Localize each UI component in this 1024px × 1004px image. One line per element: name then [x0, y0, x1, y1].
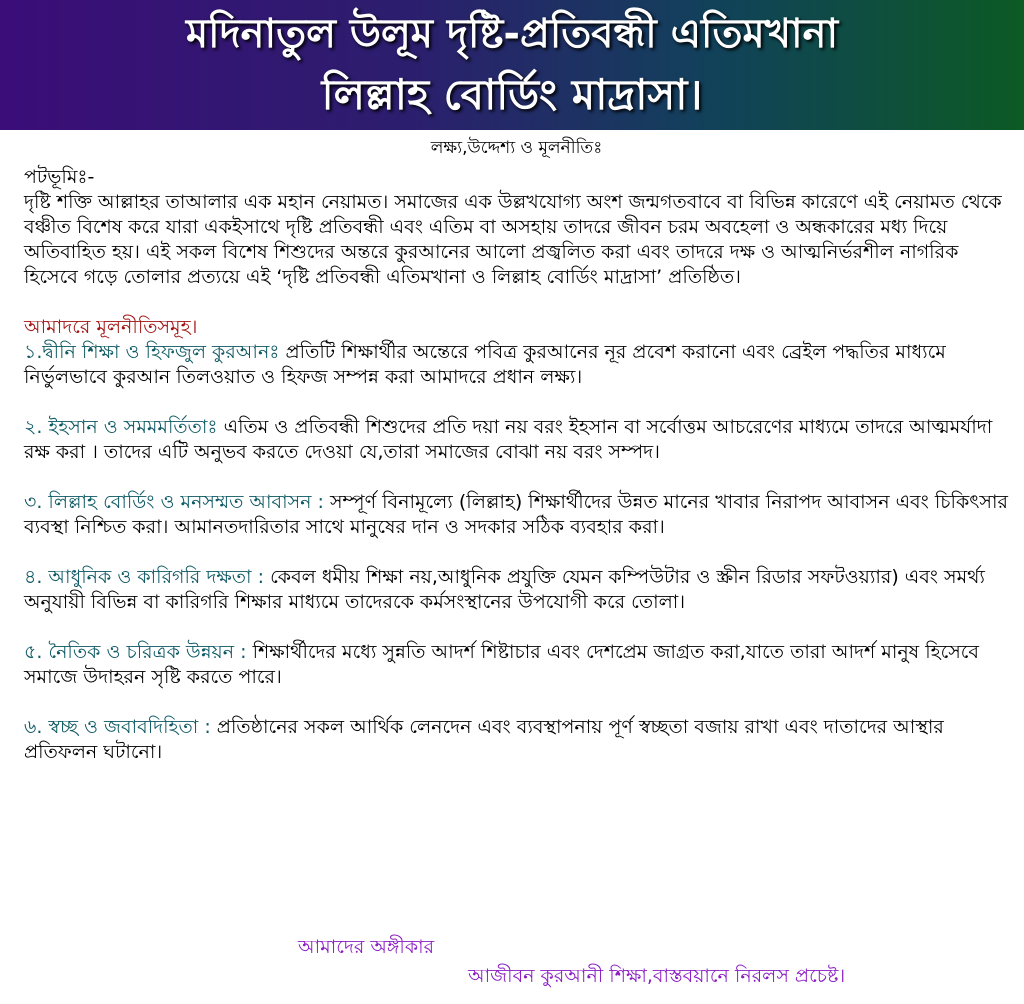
- header-title-line1: মদিনাতুল উলূম দৃষ্টি-প্রতিবন্ধী এতিমখানা: [185, 11, 839, 57]
- header-title-line2: লিল্লাহ বোর্ডিং মাদ্রাসা।: [321, 70, 703, 119]
- principle-title: ২. ইহসান ও সমমমর্তিতাঃ: [24, 416, 218, 438]
- principle-text: প্রতিটি শিক্ষার্থীর অন্তেরে পবিত্র কুরআনের নূর প্রবেশ করানো এবং ব্রেইল পদ্ধতির মাধ্যমে নির্ভুলভাবে কুরআন তিলওয়াত ও হিফজ সম্পন্ন করা আমাদরে প্রধান লক্ষ্য।: [24, 341, 946, 388]
- principle-title: ৫. নৈতিক ও চরিত্রক উন্নয়ন :: [24, 641, 247, 663]
- section-heading: লক্ষ্য,উদ্দেশ্য ও মূলনীতিঃ: [430, 138, 603, 158]
- principle-title: ৪. আধুনিক ও কারিগরি দক্ষতা :: [24, 566, 265, 588]
- principle-item: [24, 715, 1009, 765]
- background-label: পটভূমিঃ-: [24, 166, 95, 188]
- principle-text: প্রতিষ্ঠানের সকল আর্থিক লেনদেন এবং ব্যবস্থাপনায় পূর্ণ স্বচ্ছতা বজায় রাখা এবং দাতাদের আস্থার প্রতিফলন ঘটানো।: [24, 716, 944, 763]
- principle-item: [24, 490, 1009, 540]
- principle-text: কেবল ধমীয় শিক্ষা নয়,আধুনিক প্রযুক্তি যেমন কম্পিউটার ও স্ক্রীন রিডার সফটওয়্যার) এবং সমর্থ্য অনুযায়ী বিভিন্ন বা কারিগরি শিক্ষার মাধ্যমে তাদেরকে কর্মসংস্থানের উপযোগী করে তোলা।: [24, 566, 985, 613]
- principle-title: ৩. লিল্লাহ বোর্ডিং ও মনসম্মত আবাসন :: [24, 491, 324, 513]
- principle-item: [24, 565, 1009, 615]
- principle-text: শিক্ষার্থীদের মধ্যে সুন্নতি আদর্শ শিষ্টাচার এবং দেশপ্রেম জাগ্রত করা,যাতে তারা আদর্শ মানুষ হিসেবে সমাজে উদাহরন সৃষ্টি করতে পারে।: [24, 641, 980, 688]
- principle-title: ১.দ্বীনি শিক্ষা ও হিফজুল কুরআনঃ: [24, 341, 280, 363]
- pledge-title: আমাদের অঙ্গীকার: [298, 936, 435, 958]
- principles-title: আমাদরে মূলনীতিসমূহ।: [24, 316, 198, 338]
- header-banner: [0, 0, 1024, 130]
- pledge-text: আজীবন কুরআনী শিক্ষা,বাস্তবয়ানে নিরলস প্রচেষ্ট।: [468, 965, 846, 987]
- principle-item: [24, 640, 1009, 690]
- principle-text: এতিম ও প্রতিবন্ধী শিশুদের প্রতি দয়া নয় বরং ইহসান বা সর্বোত্তম আচরেণের মাধ্যমে তাদরে আত্মমর্যাদা রক্ষ করা । তাদের এটি অনুভব করতে দেওয়া যে,তারা সমাজের বোঝা নয় বরং সম্পদ।: [24, 416, 993, 463]
- principle-text: সম্পূর্ণ বিনামূল্যে (লিল্লাহ) শিক্ষার্থীদের উন্নত মানের খাবার নিরাপদ আবাসন এবং চিকিৎসার ব্যবস্থা নিশ্চিত করা। আমানতদারিতার সাথে মানুষের দান ও সদকার সঠিক ব্যবহার করা।: [24, 491, 1008, 538]
- principle-title: ৬. স্বচ্ছ ও জবাবদিহিতা :: [24, 716, 211, 738]
- principle-item: [24, 340, 1009, 390]
- principle-item: [24, 415, 1009, 465]
- document-body: [24, 136, 1009, 765]
- background-text: দৃষ্টি শক্তি আল্লাহর তাআলার এক মহান নেয়ামত। সমাজের এক উল্লখযোগ্য অংশ জন্মগতবাবে বা বিভিন্ন কারেণে এই নেয়ামত থেকে বঞ্চীত বিশেষ করে যারা একইসাথে দৃষ্টি প্রতিবন্ধী এবং এতিম বা অসহায় তাদরে জীবন চরম অবহেলা ও অন্ধকারের মধ্য দিয়ে অতিবাহিত হয়। এই সকল বিশেষ শিশুদের অন্তরে কুরআনের আলো প্রজ্বলিত করা এবং তাদরে দক্ষ ও আত্মনির্ভরশীল নাগরিক হিসেবে গড়ে তোলার প্রত্যয়ে এই ‘দৃষ্টি প্রতিবন্ধী এতিমখানা ও লিল্লাহ বোর্ডিং মাদ্রাসা’ প্রতিষ্ঠিত।: [24, 191, 1002, 288]
